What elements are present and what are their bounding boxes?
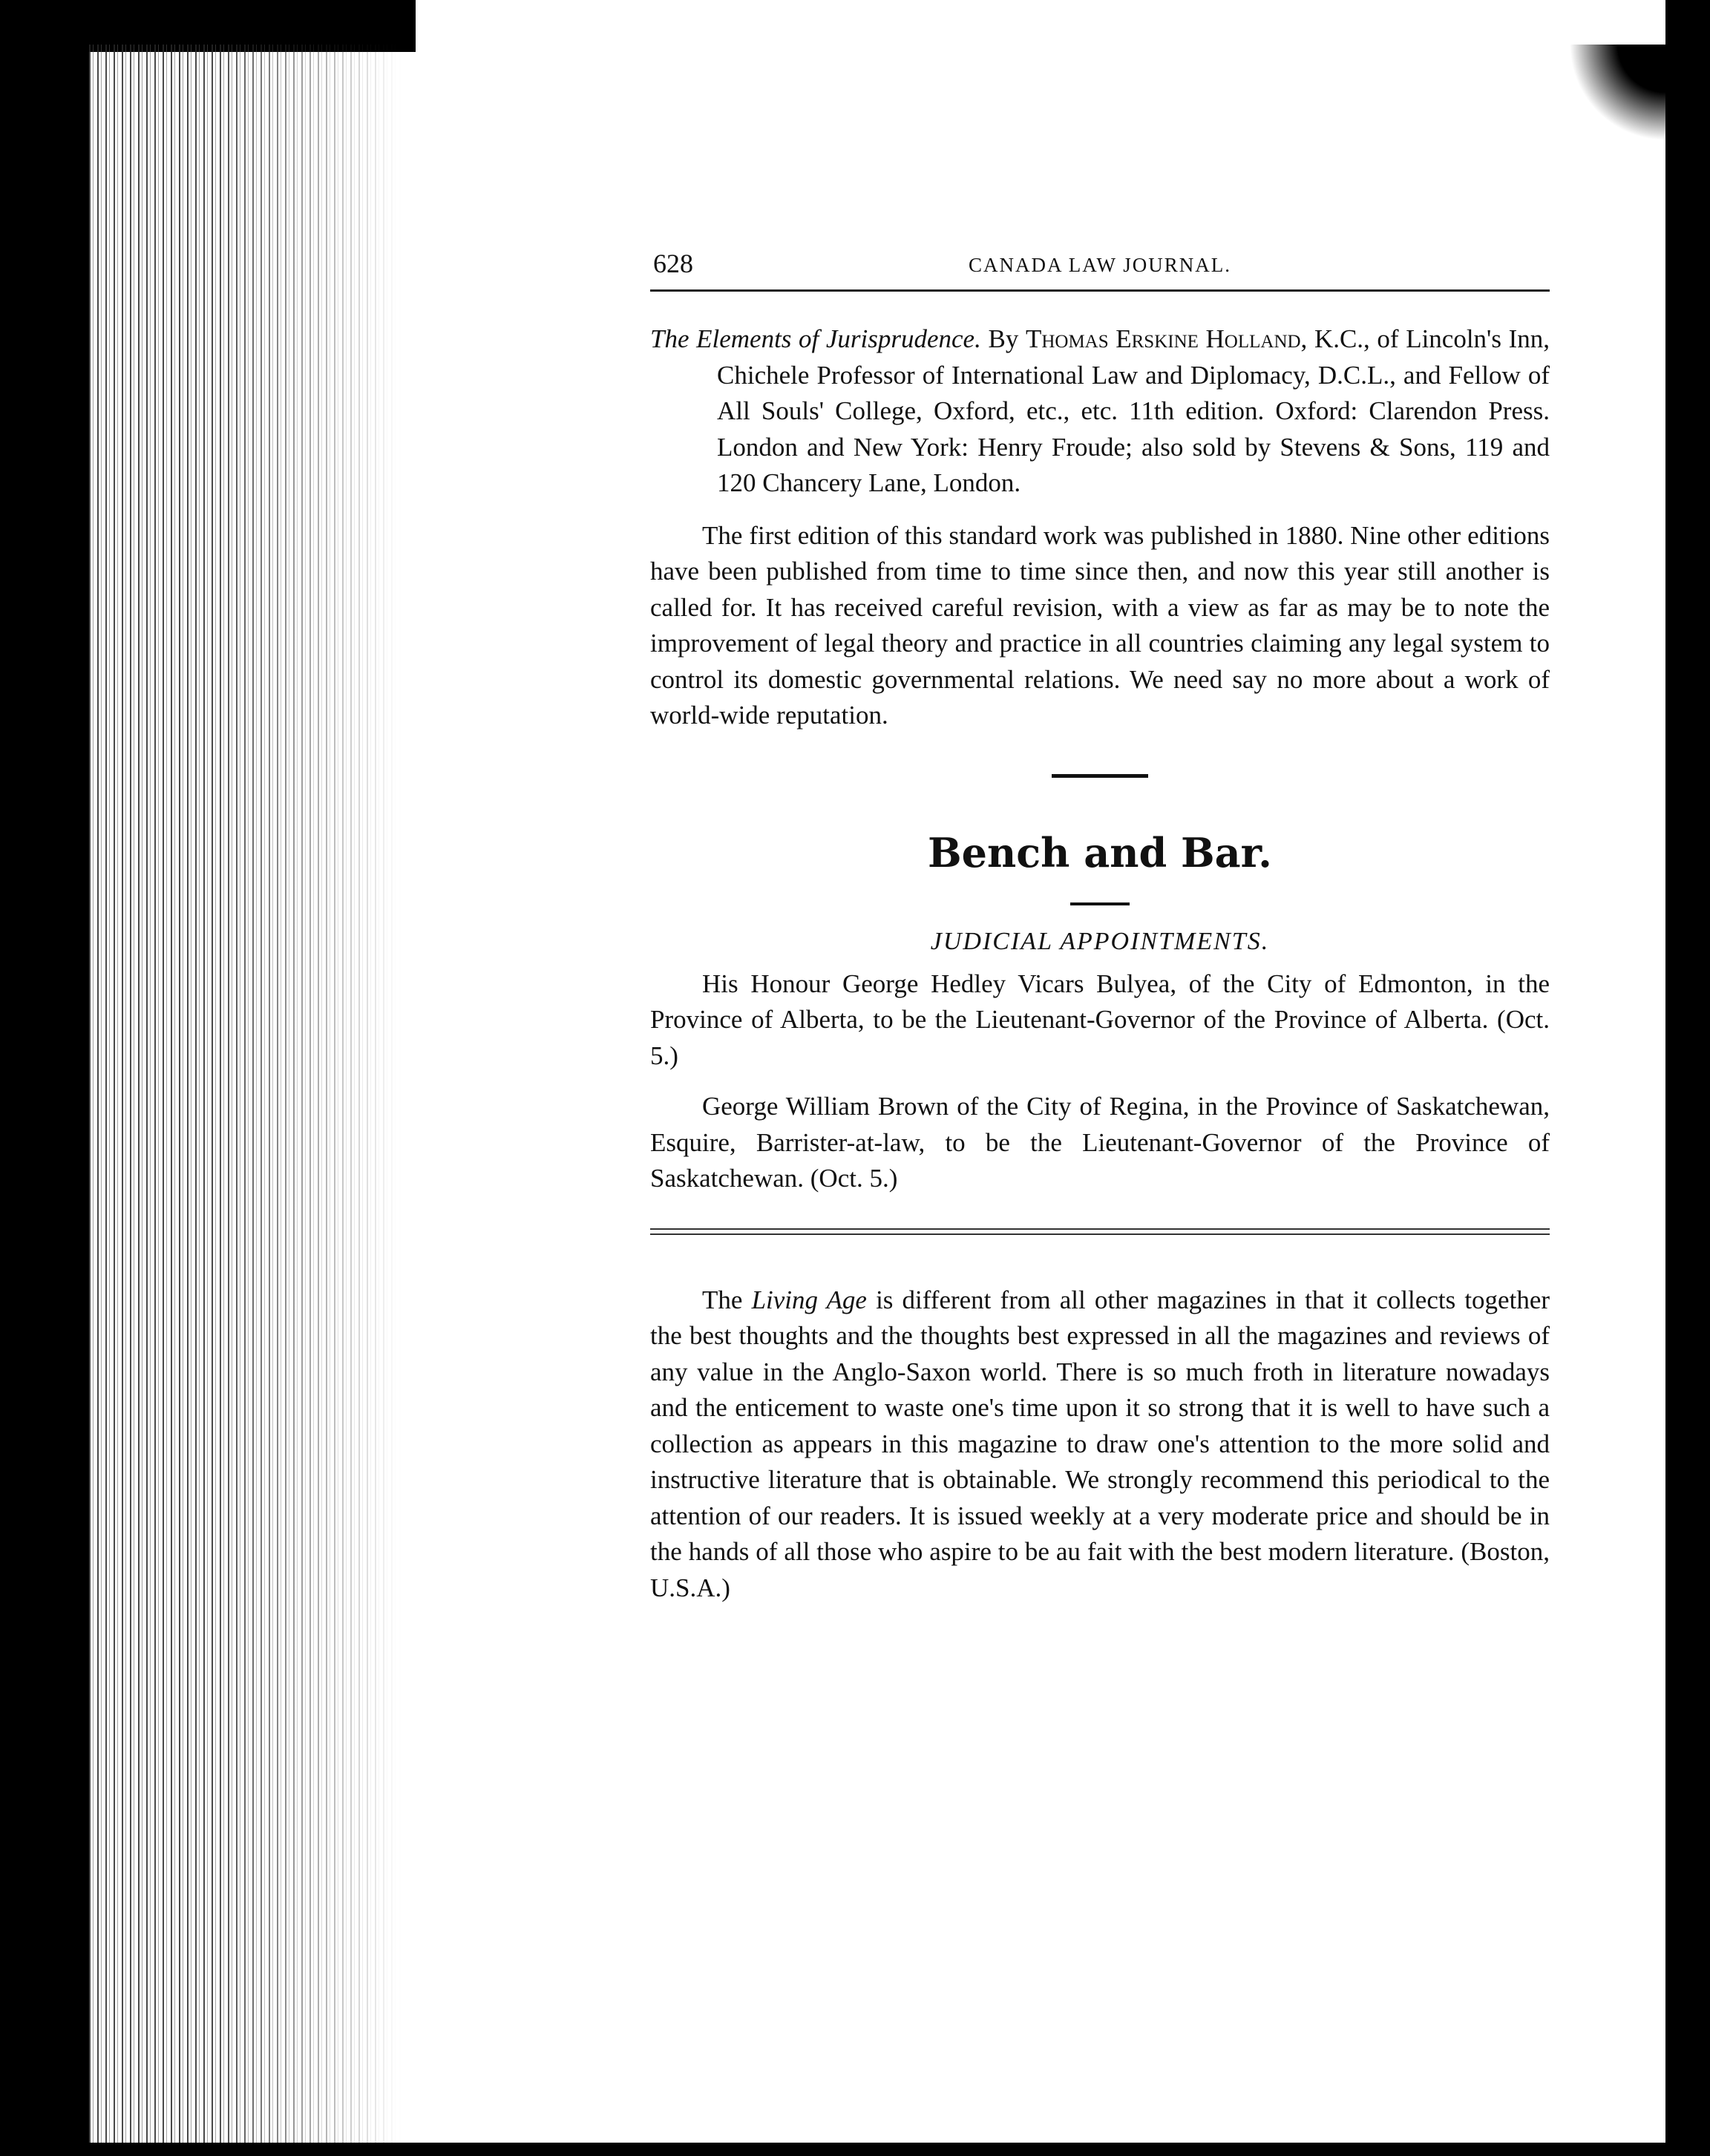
scan-shadow-left	[0, 0, 89, 2156]
text-column	[650, 245, 1550, 1621]
book-title: The Elements of Jurisprudence.	[650, 324, 981, 353]
page-number: 628	[653, 249, 693, 278]
living-age-lead: The	[702, 1285, 743, 1314]
double-rule-divider	[650, 1228, 1550, 1235]
book-details: K.C., of Lincoln's Inn, Chichele Professor of International Law and Diplomacy, D.C.L., and Fellow of All Souls' College, Oxford, etc., etc. 11th edition. Oxford: Clarendon Press. London and New York: Henry Froude; also sold by Stevens & Sons, 119 and 120 Chancery Lane, London.	[717, 324, 1550, 497]
scan-shadow-bottom	[0, 2143, 1710, 2156]
review-body: The first edition of this standard work was published in 1880. Nine other editions have been published from time to time since then, and now this year still another is called for. It has received careful revision, with a view as far as may be to note the improvement of legal theory and practice in all countries claiming any legal system to control its domestic governmental relations. We need say no more about a work of world-wide reputation.	[650, 520, 1550, 730]
scan-shadow-right	[1665, 0, 1710, 2156]
journal-title: CANADA LAW JOURNAL.	[968, 254, 1232, 276]
page-corner-shadow	[1569, 45, 1665, 141]
section-divider	[1052, 774, 1148, 778]
book-spine-gutter	[89, 45, 401, 2156]
appointment-paragraph: George William Brown of the City of Regina, in the Province of Saskatchewan, Esquire, Barrister-at-law, to be the Lieutenant-Governor of the Province of Saskatchewan. (Oct. 5.)	[650, 1092, 1550, 1193]
running-head	[650, 245, 1550, 292]
living-age-paragraph	[650, 1282, 1550, 1607]
appointment-paragraph: His Honour George Hedley Vicars Bulyea, of the City of Edmonton, in the Province of Alberta, to be the Lieutenant-Governor of the Province of Alberta. (Oct. 5.)	[650, 969, 1550, 1070]
section-title: Bench and Bar.	[928, 828, 1272, 877]
book-author: Thomas Erskine Holland,	[1025, 324, 1308, 353]
title-divider	[1070, 902, 1130, 905]
sub-heading: JUDICIAL APPOINTMENTS.	[930, 927, 1270, 955]
magazine-title: Living Age	[751, 1285, 867, 1314]
by-word: By	[988, 324, 1019, 353]
book-citation	[650, 321, 1550, 502]
living-age-body: is different from all other magazines in that it collects together the best thoughts and the thoughts best expressed in all the magazines and reviews of any value in the Anglo-Saxon world. There is so much froth in literature nowadays and the enticement to waste one's time upon it so strong that it is well to have such a collection as appears in this magazine to draw one's attention to the more solid and instructive literature that is obtainable. We strongly recommend this periodical to the attention of our readers. It is issued weekly at a very moderate price and should be in the hands of all those who aspire to be au fait with the best modern literature. (Boston, U.S.A.)	[650, 1285, 1550, 1602]
